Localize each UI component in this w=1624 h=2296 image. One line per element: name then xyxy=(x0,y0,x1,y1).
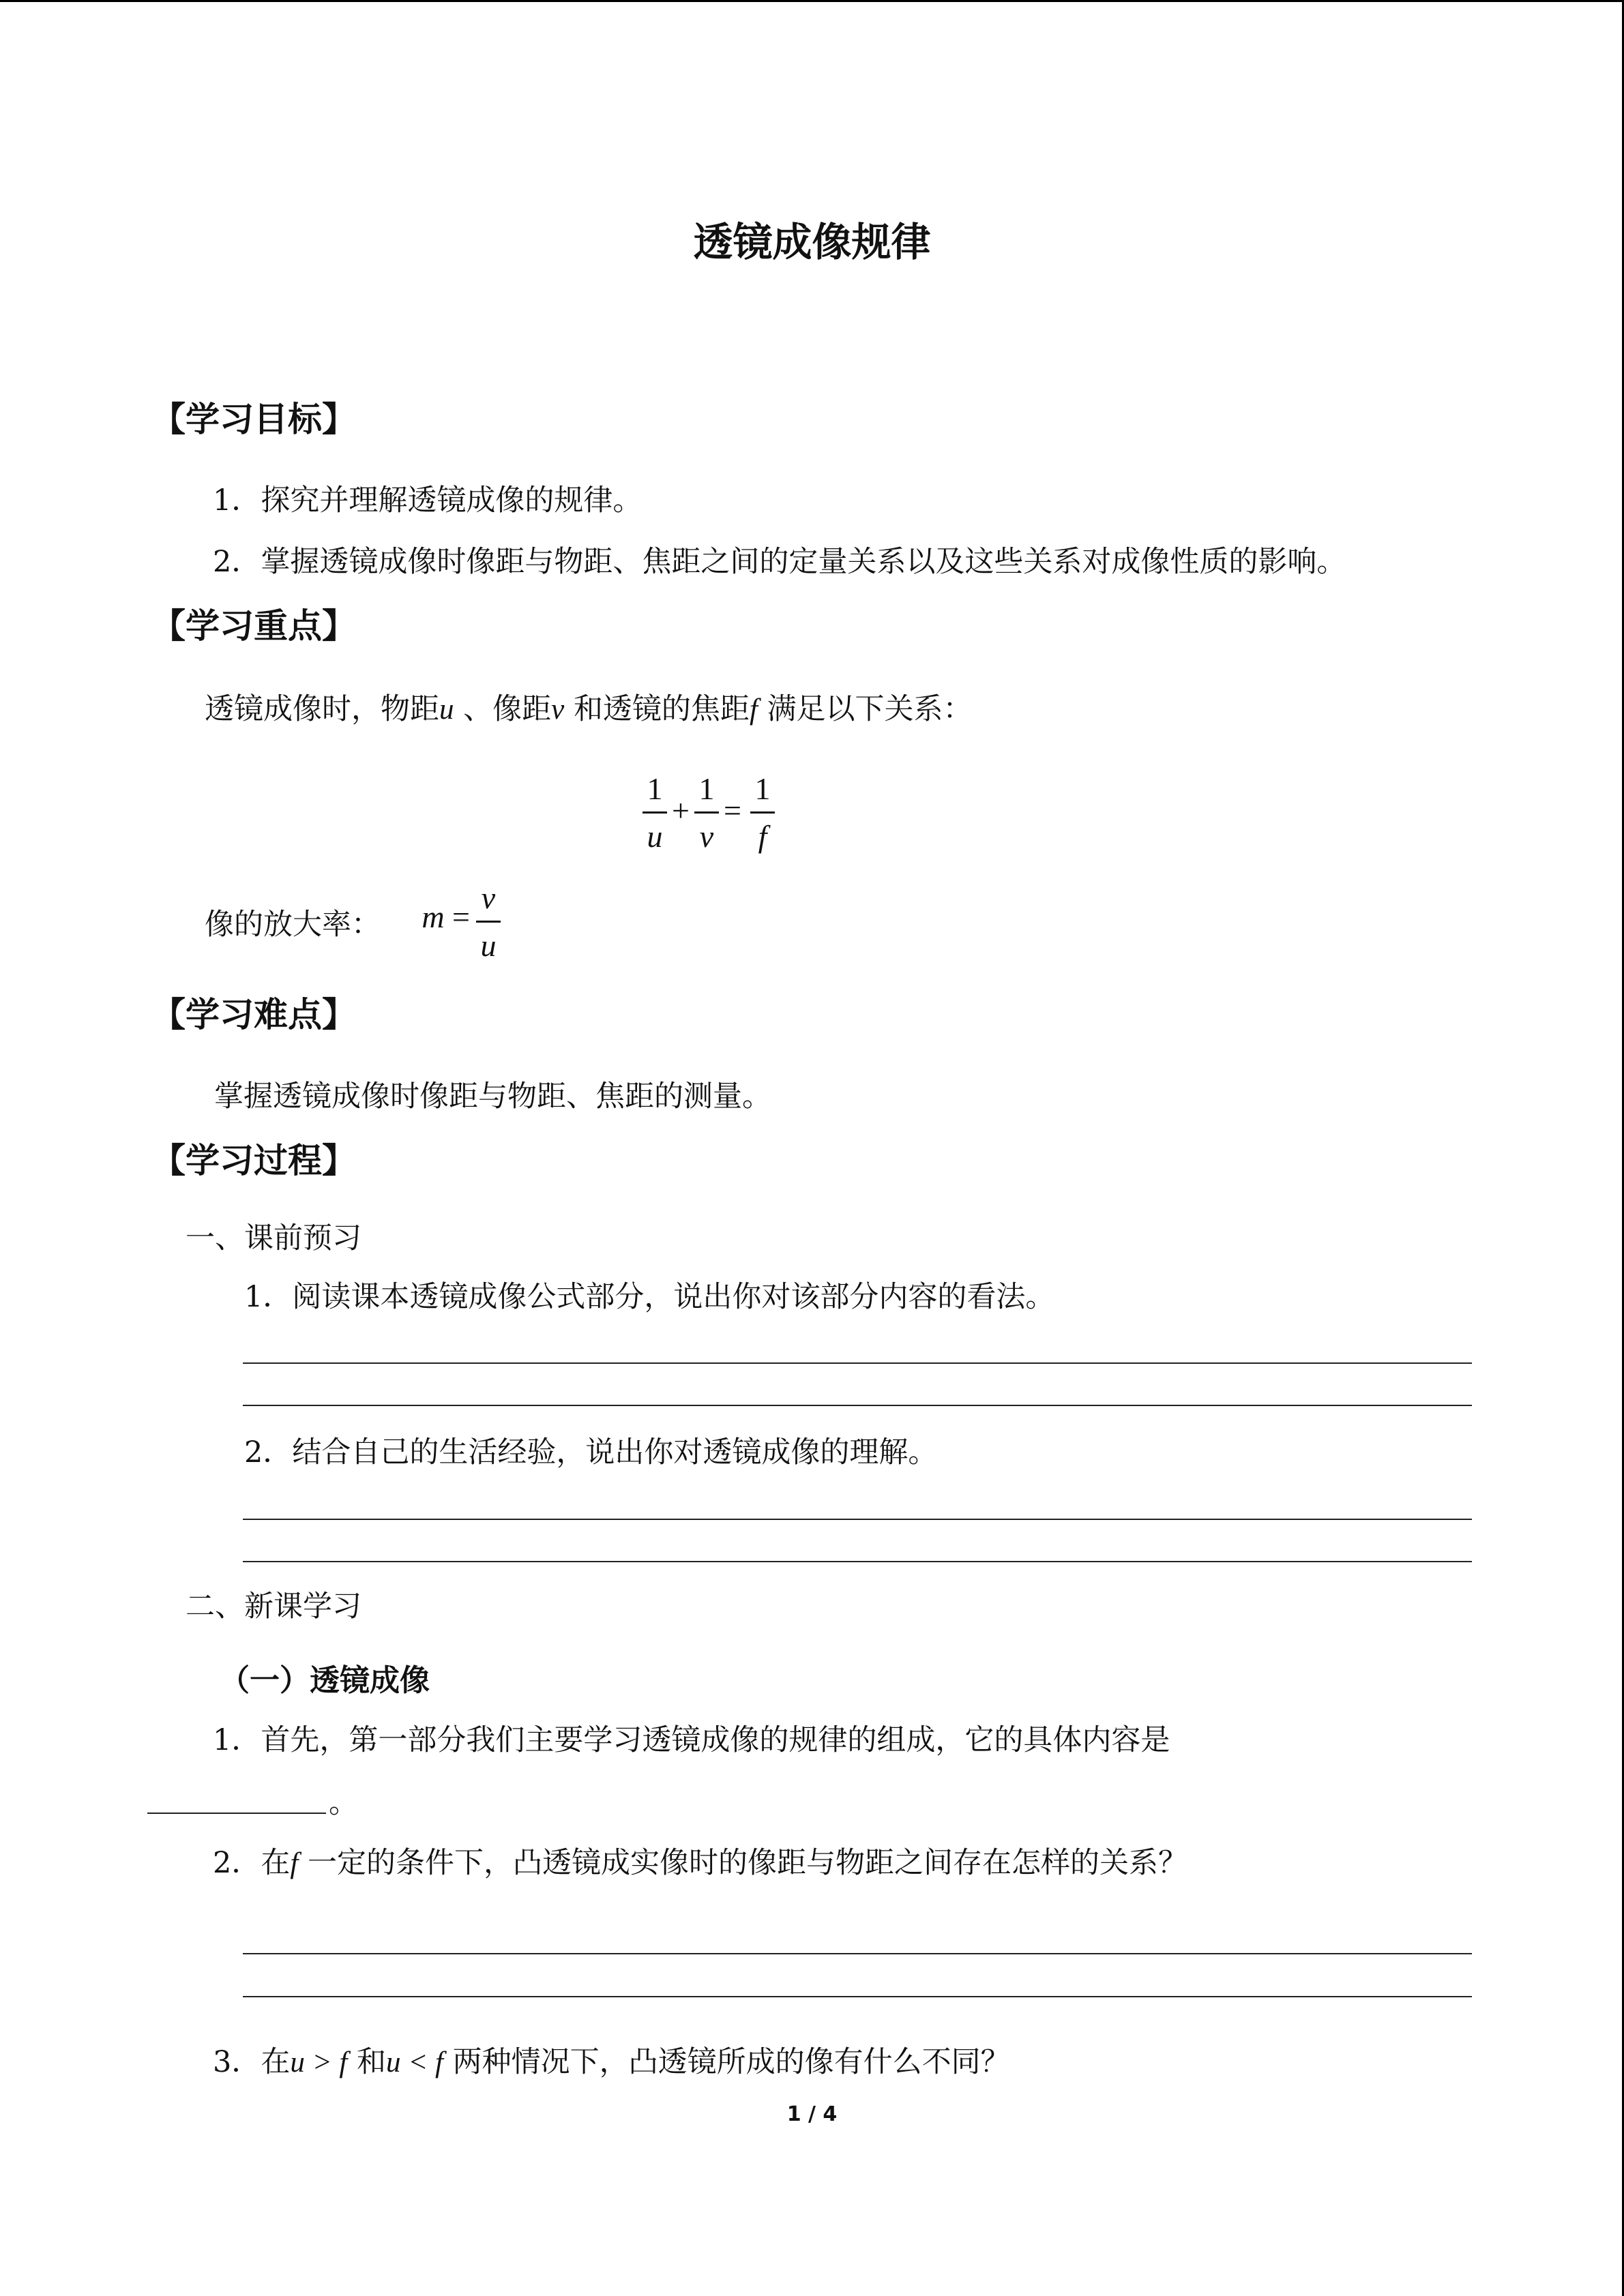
heading-goals: 【学习目标】 xyxy=(151,400,356,439)
answer-line[interactable] xyxy=(243,1362,1472,1364)
answer-line[interactable] xyxy=(243,1405,1472,1406)
page-border-top xyxy=(0,0,1624,2)
answer-line[interactable] xyxy=(243,1996,1472,1997)
var-f: f xyxy=(749,694,758,726)
part2-question-1-end: 。 xyxy=(329,1786,358,1820)
page-title: 透镜成像规律 xyxy=(693,219,931,265)
var-v: v xyxy=(551,694,565,726)
part1-question-1: 1．阅读课本透镜成像公式部分，说出你对该部分内容的看法。 xyxy=(244,1280,1055,1314)
part2-title: 二、新课学习 xyxy=(186,1590,361,1624)
heading-key-points: 【学习重点】 xyxy=(151,606,356,646)
difficulties-text: 掌握透镜成像时像距与物距、焦距的测量。 xyxy=(214,1079,771,1114)
answer-line[interactable] xyxy=(243,1519,1472,1520)
part2-question-1: 1．首先，第一部分我们主要学习透镜成像的规律的组成，它的具体内容是 xyxy=(213,1723,1170,1757)
answer-line[interactable] xyxy=(243,1953,1472,1954)
heading-process: 【学习过程】 xyxy=(151,1141,356,1180)
goal-item-2: 2．掌握透镜成像时像距与物距、焦距之间的定量关系以及这些关系对成像性质的影响。 xyxy=(213,545,1346,579)
page-number: 1 / 4 xyxy=(786,2102,838,2126)
var-u: u xyxy=(439,694,454,726)
part1-question-2: 2．结合自己的生活经验，说出你对透镜成像的理解。 xyxy=(244,1435,938,1470)
part2-question-2: 2．在f 一定的条件下，凸透镜成实像时的像距与物距之间存在怎样的关系？ xyxy=(213,1846,1187,1880)
part2-question-3: 3．在u > f 和u < f 两种情况下，凸透镜所成的像有什么不同？ xyxy=(213,2045,1010,2079)
part1-title: 一、课前预习 xyxy=(186,1221,361,1255)
answer-line[interactable] xyxy=(243,1561,1472,1562)
fill-blank-line[interactable] xyxy=(147,1813,326,1814)
magnification-label: 像的放大率： xyxy=(205,908,381,942)
goal-item-1: 1．探究并理解透镜成像的规律。 xyxy=(213,483,643,518)
heading-difficulties: 【学习难点】 xyxy=(151,995,356,1034)
key-points-intro: 透镜成像时，物距u 、像距v 和透镜的焦距f 满足以下关系： xyxy=(205,692,973,726)
part2-subtitle: （一）透镜成像 xyxy=(220,1663,430,1698)
